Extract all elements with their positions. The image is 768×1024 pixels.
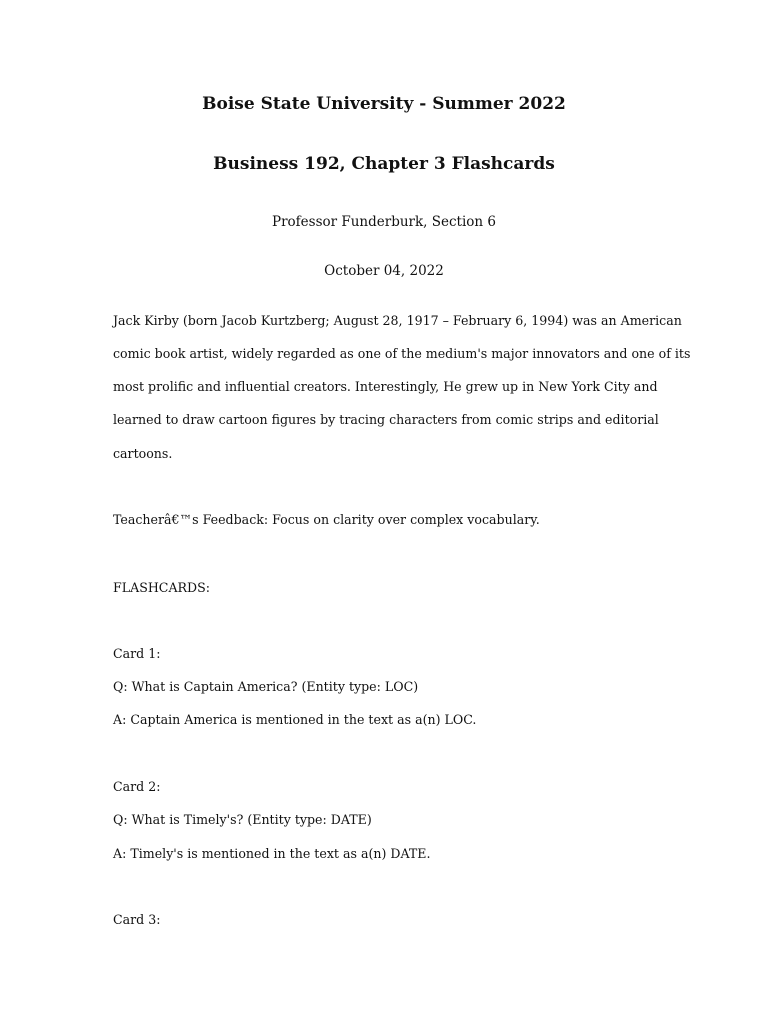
intro-line: comic book artist, widely regarded as one of the medium's major innovators and one of its: [113, 346, 691, 361]
date-line: October 04, 2022: [324, 263, 444, 279]
card-answer: A: Captain America is mentioned in the text as a(n) LOC.: [113, 712, 477, 727]
teacher-feedback: Teacherâ€™s Feedback: Focus on clarity over complex vocabulary.: [113, 512, 540, 527]
card-label: Card 2:: [113, 779, 161, 794]
card-answer: A: Timely's is mentioned in the text as a(n) DATE.: [113, 846, 431, 861]
intro-line: most prolific and influential creators. Interestingly, He grew up in New York City and: [113, 379, 658, 394]
card-label: Card 3:: [113, 912, 161, 927]
intro-line: learned to draw cartoon figures by tracing characters from comic strips and editorial: [113, 412, 659, 427]
flashcards-heading: FLASHCARDS:: [113, 580, 210, 595]
intro-line: cartoons.: [113, 446, 173, 461]
course-title: Business 192, Chapter 3 Flashcards: [213, 154, 555, 174]
card-label: Card 1:: [113, 646, 161, 661]
card-question: Q: What is Captain America? (Entity type: LOC): [113, 679, 419, 694]
intro-line: Jack Kirby (born Jacob Kurtzberg; August 28, 1917 – February 6, 1994) was an American: [113, 313, 682, 328]
card-question: Q: What is Timely's? (Entity type: DATE): [113, 812, 372, 827]
professor-line: Professor Funderburk, Section 6: [271, 214, 496, 230]
university-title: Boise State University - Summer 2022: [202, 94, 566, 114]
